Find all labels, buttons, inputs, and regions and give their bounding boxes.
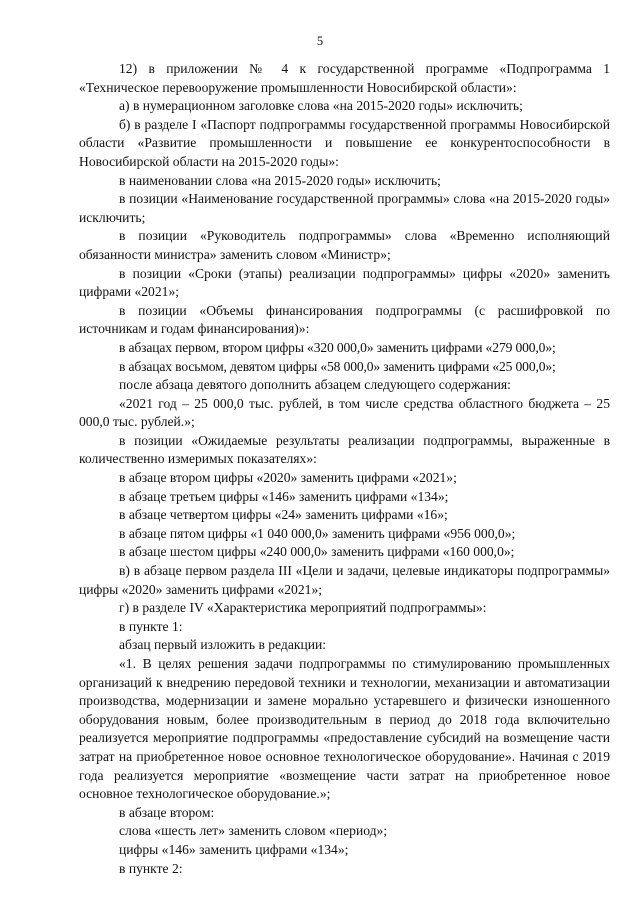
paragraph: в наименовании слова «на 2015-2020 годы» исключить; bbox=[119, 172, 441, 188]
paragraph: в позиции «Наименование государственной программы» слова «на 2015-2020 годы» исключить; bbox=[79, 191, 610, 225]
paragraph: б) в разделе I «Паспорт подпрограммы государственной программы Новосибирской области «Развитие промышленности и повышение ее конкурентоспособности в Новосибирской области на 2015-2020 годы»: bbox=[79, 116, 610, 169]
paragraph: «1. В целях решения задачи подпрограммы по стимулированию промышленных организаций к внедрению передовой техники и технологии, механизации и автоматизации производства, модернизации и замене морально устаревшего и физически изношенного оборудования новым, более производительным в период до 2018 года включительно реализуется мероприятие подпрограммы «предоставление субсидий на возмещение части затрат на приобретенное новое основное технологическое оборудование». Начиная с 2019 года реализуется мероприятие «возмещение части затрат на приобретенное новое основное технологическое оборудование.»; bbox=[79, 656, 610, 802]
paragraph: 12) в приложении № 4 к государственной программе «Подпрограмма 1 «Техническое перевооружение промышленности Новосибирской области»: bbox=[79, 61, 610, 95]
paragraph: в абзаце втором цифры «2020» заменить цифрами «2021»; bbox=[119, 470, 457, 486]
paragraph: в абзаце третьем цифры «146» заменить цифрами «134»; bbox=[119, 488, 449, 504]
paragraph: в пункте 1: bbox=[119, 618, 183, 634]
paragraph: в абзаце четвертом цифры «24» заменить цифрами «16»; bbox=[119, 507, 448, 523]
paragraph: в абзацах восьмом, девятом цифры «58 000,0» заменить цифрами «25 000,0»; bbox=[119, 358, 556, 374]
paragraph: в абзацах первом, втором цифры «320 000,0» заменить цифрами «279 000,0»; bbox=[119, 339, 556, 355]
paragraph: в позиции «Руководитель подпрограммы» слова «Временно исполняющий обязанности министра» заменить словом «Министр»; bbox=[79, 228, 610, 262]
paragraph: в пункте 2: bbox=[119, 860, 183, 876]
paragraph: слова «шесть лет» заменить словом «период»; bbox=[119, 823, 388, 839]
paragraph: а) в нумерационном заголовке слова «на 2015-2020 годы» исключить; bbox=[119, 98, 523, 114]
paragraph: в позиции «Ожидаемые результаты реализации подпрограммы, выраженные в количественно измеримых показателях»: bbox=[79, 432, 610, 467]
paragraph: в абзаце втором: bbox=[119, 804, 215, 820]
page-number: 5 bbox=[316, 34, 324, 48]
paragraph: в) в абзаце первом раздела III «Цели и задачи, целевые индикаторы подпрограммы» цифры «2020» заменить цифрами «2021»; bbox=[79, 563, 610, 597]
paragraph: в позиции «Сроки (этапы) реализации подпрограммы» цифры «2020» заменить цифрами «2021»; bbox=[79, 265, 610, 300]
document-body bbox=[79, 60, 610, 878]
paragraph: цифры «146» заменить цифрами «134»; bbox=[119, 841, 349, 857]
paragraph: абзац первый изложить в редакции: bbox=[119, 637, 327, 653]
paragraph: в позиции «Объемы финансирования подпрограммы (с расшифровкой по источникам и годам финансирования)»: bbox=[79, 302, 610, 337]
paragraph: после абзаца девятого дополнить абзацем следующего содержания: bbox=[119, 377, 511, 393]
paragraph: в абзаце шестом цифры «240 000,0» заменить цифрами «160 000,0»; bbox=[119, 544, 515, 560]
paragraph: г) в разделе IV «Характеристика мероприятий подпрограммы»: bbox=[119, 600, 487, 616]
paragraph: в абзаце пятом цифры «1 040 000,0» заменить цифрами «956 000,0»; bbox=[119, 525, 516, 541]
paragraph: «2021 год – 25 000,0 тыс. рублей, в том числе средства областного бюджета – 25 000,0 тыс. рублей.»; bbox=[79, 395, 610, 430]
